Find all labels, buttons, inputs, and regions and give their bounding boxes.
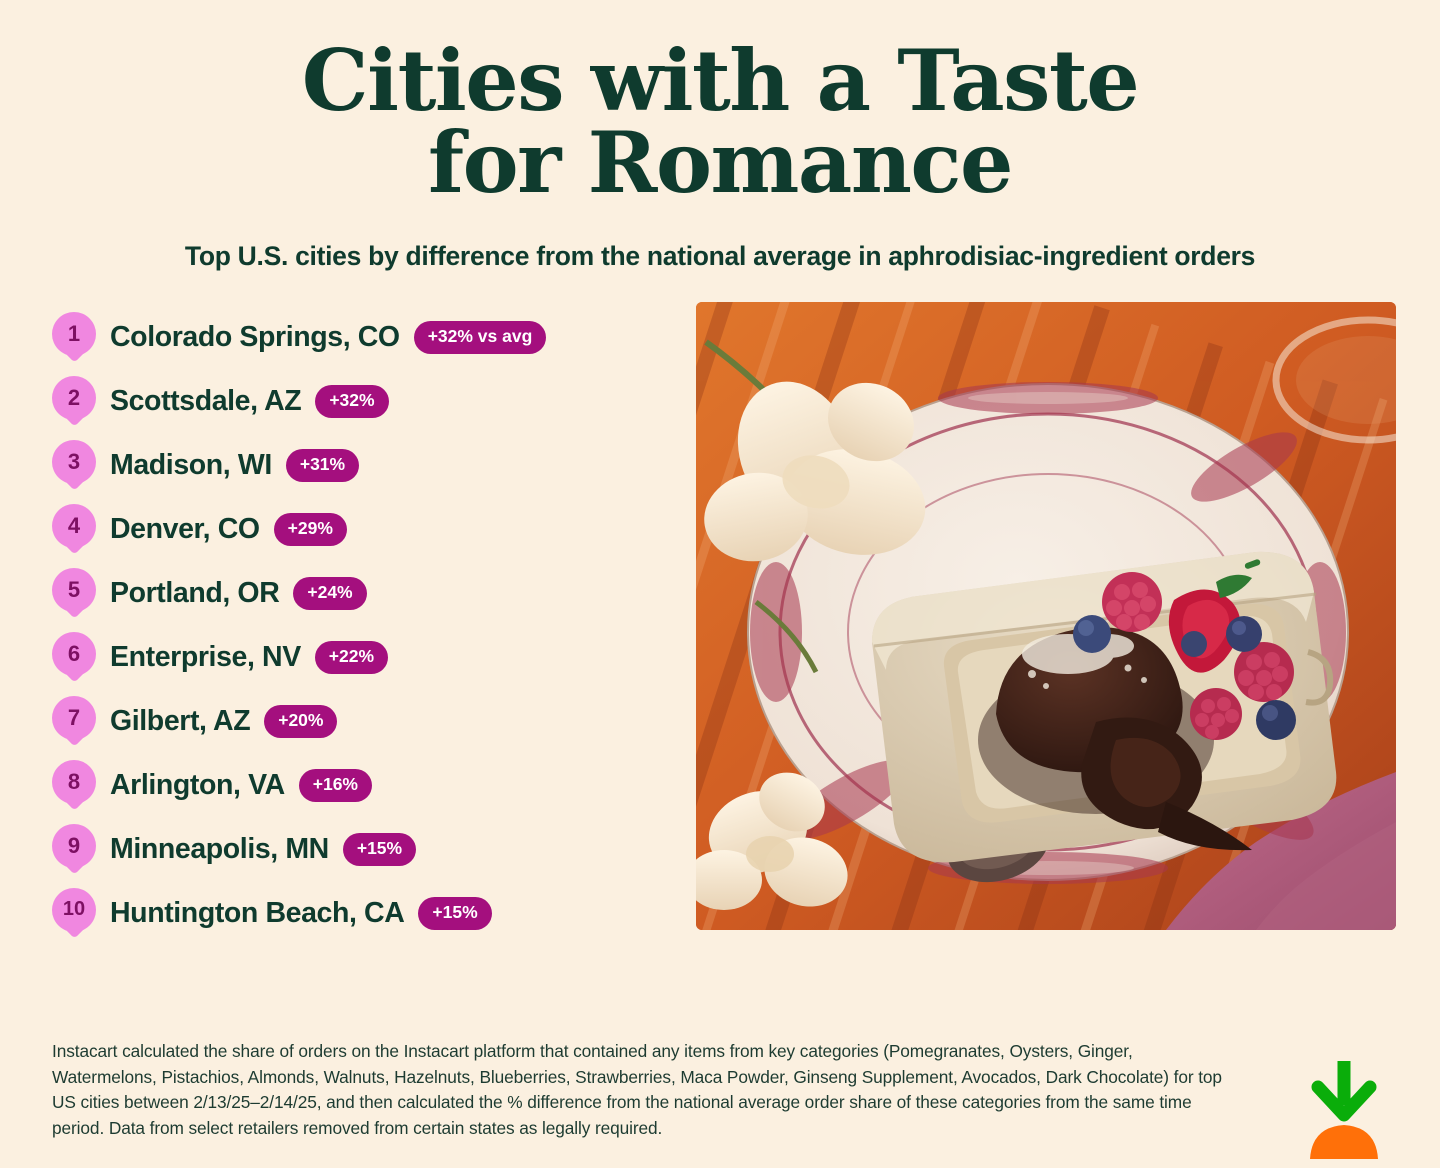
list-item bbox=[52, 498, 682, 562]
status-badge: +29% bbox=[274, 513, 347, 546]
map-pin-icon bbox=[52, 376, 96, 428]
list-item bbox=[52, 434, 682, 498]
city-label: Denver, CO bbox=[110, 513, 260, 546]
status-badge: +32% bbox=[315, 385, 388, 418]
map-pin-icon bbox=[52, 696, 96, 748]
city-label: Portland, OR bbox=[110, 577, 280, 610]
status-badge: +31% bbox=[286, 449, 359, 482]
header bbox=[0, 0, 1440, 272]
status-badge: +15% bbox=[343, 833, 416, 866]
list-item bbox=[52, 306, 682, 370]
list-item bbox=[52, 754, 682, 818]
list-item bbox=[52, 626, 682, 690]
rank-number: 4 bbox=[67, 512, 81, 538]
rank-number: 9 bbox=[67, 832, 81, 858]
page-title-line-2: for Romance bbox=[428, 113, 1012, 213]
chocolate-lava-cake-with-berries-photo bbox=[696, 302, 1396, 930]
city-label: Huntington Beach, CA bbox=[110, 897, 405, 930]
status-badge: +32% vs avg bbox=[414, 321, 547, 354]
rank-number: 6 bbox=[67, 640, 81, 666]
status-badge: +24% bbox=[293, 577, 366, 610]
map-pin-icon bbox=[52, 888, 96, 940]
city-label: Arlington, VA bbox=[110, 769, 285, 802]
ranking-list bbox=[52, 302, 682, 946]
rank-number: 10 bbox=[62, 898, 86, 921]
page-subtitle: Top U.S. cities by difference from the national average in aphrodisiac-ingredient orders bbox=[184, 240, 1256, 271]
rank-number: 2 bbox=[67, 384, 81, 410]
rank-number: 3 bbox=[67, 448, 81, 474]
map-pin-icon bbox=[52, 568, 96, 620]
city-label: Scottsdale, AZ bbox=[110, 385, 302, 418]
status-badge: +22% bbox=[315, 641, 388, 674]
map-pin-icon bbox=[52, 440, 96, 492]
map-pin-icon bbox=[52, 824, 96, 876]
list-item bbox=[52, 882, 682, 946]
rank-number: 5 bbox=[67, 576, 81, 602]
list-item bbox=[52, 370, 682, 434]
list-item bbox=[52, 818, 682, 882]
footnote-text: Instacart calculated the share of orders on the Instacart platform that contained any items from key categories (Pomegranates, Oysters, Ginger, Watermelons, Pistachios, Almonds, Walnuts, Hazelnuts, Blueberries, Strawberries, Maca Powder, Ginseng Supplement, Avocados, Dark Chocolate) for top US cities between 2/13/25–2/14/25, and then calculated the % difference from the national average order share of these categories from the same time period. Data from select retailers removed from certain states as legally required. bbox=[52, 1041, 1222, 1138]
list-item bbox=[52, 690, 682, 754]
status-badge: +20% bbox=[264, 705, 337, 738]
instacart-logo bbox=[1296, 1053, 1392, 1163]
carrot-logo-icon bbox=[1310, 1061, 1378, 1159]
rank-number: 7 bbox=[67, 704, 81, 730]
city-label: Colorado Springs, CO bbox=[110, 321, 400, 354]
map-pin-icon bbox=[52, 312, 96, 364]
city-label: Minneapolis, MN bbox=[110, 833, 329, 866]
status-badge: +15% bbox=[418, 897, 491, 930]
city-label: Madison, WI bbox=[110, 449, 272, 482]
content-area bbox=[0, 302, 1440, 946]
map-pin-icon bbox=[52, 760, 96, 812]
map-pin-icon bbox=[52, 504, 96, 556]
city-label: Enterprise, NV bbox=[110, 641, 301, 674]
status-badge: +16% bbox=[299, 769, 372, 802]
map-pin-icon bbox=[52, 632, 96, 684]
rank-number: 8 bbox=[67, 768, 81, 794]
city-label: Gilbert, AZ bbox=[110, 705, 251, 738]
rank-number: 1 bbox=[67, 320, 81, 346]
page-title bbox=[170, 31, 1270, 213]
page-title-line-1: Cities with a Taste bbox=[301, 31, 1139, 130]
list-item bbox=[52, 562, 682, 626]
